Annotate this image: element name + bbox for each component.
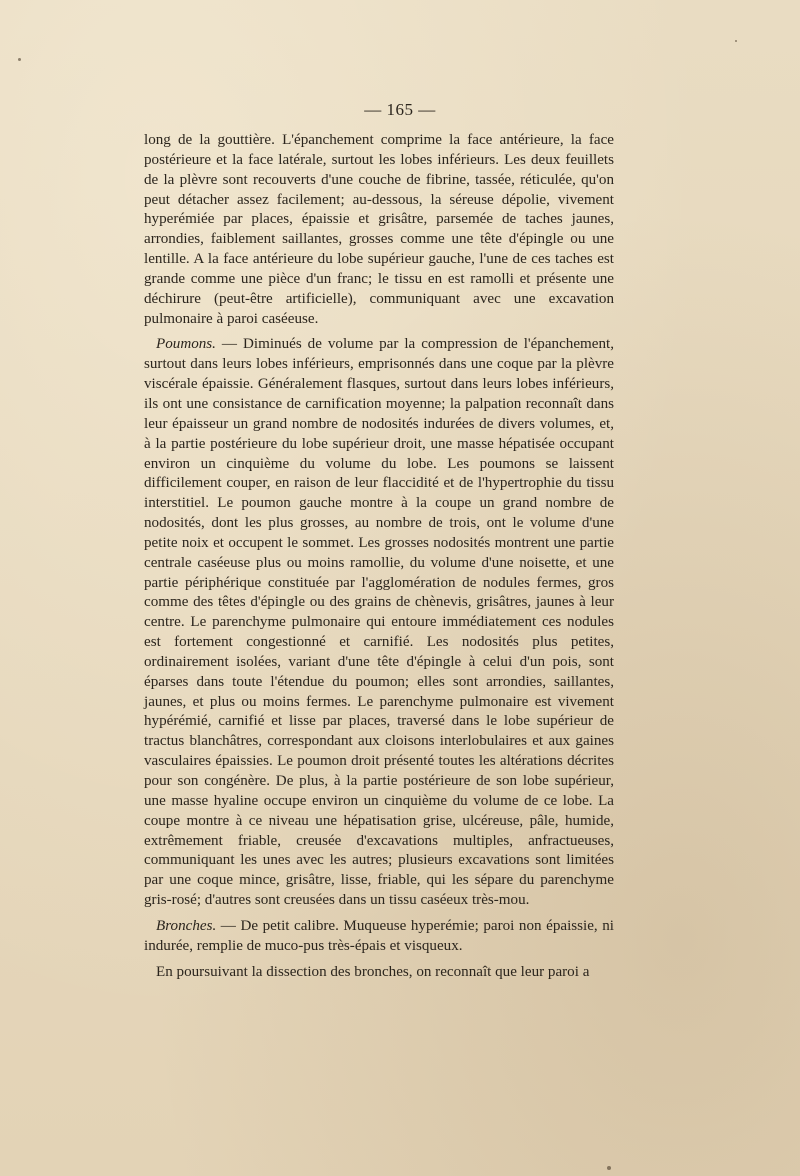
paragraph-lungs-text: — Diminués de volume par la compression de l'épanchement, surtout dans leurs lobes inférieurs, emprisonnés dans une coque par la plèvre viscérale épaissie. Généralement flasques, surtout dans leurs lobes inférieurs, ils ont une consistance de carnification moyenne; la palpation reconnaît dans leur épaisseur un grand nombre de nodosités indurées de divers volumes, et, à la partie postérieure du lobe supérieur droit, une masse hépatisée occupant environ un cinquième du volume du lobe. Les poumons se laissent difficilement couper, en raison de leur flaccidité et de l'hypertrophie du tissu interstitiel. Le poumon gauche montre à la coupe un grand nombre de nodosités, dont les plus grosses, au nombre de trois, ont le volume d'une petite noix et occupent le sommet. Les grosses nodosités montrent une partie centrale caséeuse plus ou moins ramollie, du volume d'une noisette, et une partie périphérique constituée par l'agglomération de nodules fermes, gros comme des têtes d'épingle ou des grains de chènevis, grisâtres, jaunes à leur centre. Le parenchyme pulmonaire qui entoure immédiatement ces nodules est fortement congestionné et carnifié. Les nodosités plus petites, ordinairement isolées, variant d'une tête d'épingle à celui d'un pois, sont éparses dans toute l'étendue du poumon; elles sont arrondies, saillantes, jaunes, et plus ou moins fermes. Le parenchyme pulmonaire est vivement hypérémié, carnifié et lisse par places, traversé dans le lobe supérieur de tractus blanchâtres, correspondant aux cloisons interlobulaires et aux gaines vasculaires épaissies. Le poumon droit présenté toutes les altérations décrites pour son congénère. De plus, à la partie postérieure de son lobe supérieur, une masse hyaline occupe environ un cinquième du volume de ce lobe. La coupe montre à ce niveau une hépatisation grise, ulcéreuse, pâle, humide, extrêmement friable, creusée d'excavations multiples, anfractueuses, communiquant les unes avec les autres; plusieurs excavations sont limitées par une coque mince, grisâtre, lisse, friable, qui les sépare du parenchyme gris-rosé; d'autres sont creusées dans un tissu caséeux très-mou. [144,336,614,909]
paragraph-pleura: long de la gouttière. L'épanchement comprime la face antérieure, la face postérieure et la face latérale, surtout les lobes inférieurs. Les deux feuillets de la plèvre sont recouverts d'une couche de fibrine, tassée, réticulée, qu'on peut détacher assez facilement; au-dessous, la séreuse dépolie, vivement hyperémiée par places, épaissie et grisâtre, parsemée de taches jaunes, arrondies, faiblement saillantes, grosses comme une tête d'épingle ou une lentille. A la face antérieure du lobe supérieur gauche, l'une de ces taches est grande comme une pièce d'un franc; le tissu en est ramolli et présente une déchirure (peut-être artificielle), communiquant avec une excavation pulmonaire à paroi caséeuse. [144,132,614,327]
section-heading-lungs: Poumons. [156,336,216,353]
paper-speck [735,40,737,42]
paragraph-bronchi [144,917,614,957]
page-number: — 165 — [364,100,436,119]
paragraph-dissection: En poursuivant la dissection des bronches, on reconnaît que leur paroi a [156,963,590,980]
paper-speck [18,58,21,61]
paragraph-lungs [144,335,614,910]
paper-speck [607,1166,611,1170]
paragraph-bronchi-text: — De petit calibre. Muqueuse hyperémie; paroi non épaissie, ni indurée, remplie de muco-pus très-épais et visqueux. [144,917,614,954]
body-text [144,131,614,982]
section-heading-bronchi: Bronches. [156,917,217,934]
